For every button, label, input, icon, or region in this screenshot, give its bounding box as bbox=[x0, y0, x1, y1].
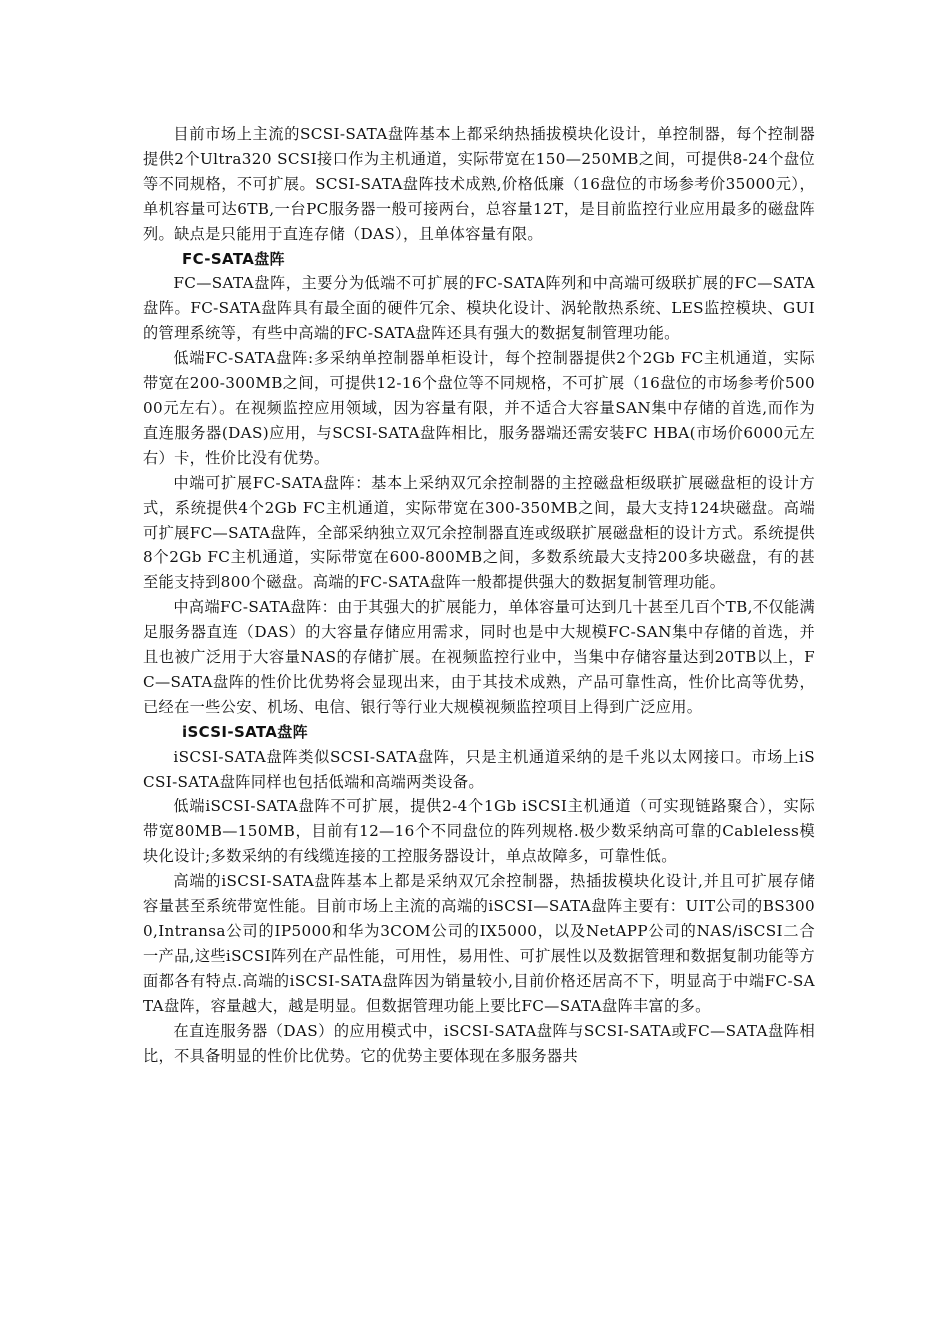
paragraph: 中高端FC-SATA盘阵：由于其强大的扩展能力，单体容量可达到几十甚至几百个TB,不仅能满足服务器直连（DAS）的大容量存储应用需求，同时也是中大规模FC-SAN集中存储的首选，并且也被广泛用于大容量NAS的存储扩展。在视频监控行业中，当集中存储容量达到20TB以上，FC—SATA盘阵的性价比优势将会显现出来，由于其技术成熟，产品可靠性高，性价比高等优势，已经在一些公安、机场、电信、银行等行业大规模视频监控项目上得到广泛应用。 bbox=[143, 598, 815, 716]
paragraph: 低端FC-SATA盘阵:多采纳单控制器单柜设计，每个控制器提供2个2Gb FC主机通道，实际带宽在200-300MB之间，可提供12-16个盘位等不同规格，不可扩展（16盘位的市场参考价50000元左右）。在视频监控应用领域，因为容量有限，并不适合大容量SAN集中存储的首选,而作为直连服务器(DAS)应用，与SCSI-SATA盘阵相比，服务器端还需安装FC HBA(市场价6000元左右）卡，性价比没有优势。 bbox=[143, 349, 815, 467]
paragraph: 高端的iSCSI-SATA盘阵基本上都是采纳双冗余控制器，热插拔模块化设计,并且可扩展存储容量甚至系统带宽性能。目前市场上主流的高端的iSCSI—SATA盘阵主要有：UIT公司的BS3000,Intransa公司的IP5000和华为3COM公司的IX5000，以及NetAPP公司的NAS/iSCSI二合一产品,这些iSCSI阵列在产品性能，可用性，易用性、可扩展性以及数据管理和数据复制功能等方面都各有特点.高端的iSCSI-SATA盘阵因为销量较小,目前价格还居高不下，明显高于中端FC-SATA盘阵，容量越大，越是明显。但数据管理功能上要比FC—SATA盘阵丰富的多。 bbox=[143, 872, 815, 1015]
paragraph: FC—SATA盘阵，主要分为低端不可扩展的FC-SATA阵列和中高端可级联扩展的FC—SATA盘阵。FC-SATA盘阵具有最全面的硬件冗余、模块化设计、涡轮散热系统、LES监控模块、GUI的管理系统等，有些中高端的FC-SATA盘阵还具有强大的数据复制管理功能。 bbox=[143, 274, 815, 343]
paragraph: iSCSI-SATA盘阵类似SCSI-SATA盘阵，只是主机通道采纳的是千兆以太网接口。市场上iSCSI-SATA盘阵同样也包括低端和高端两类设备。 bbox=[143, 747, 815, 791]
section-heading: iSCSI-SATA盘阵 bbox=[182, 722, 308, 741]
paragraph: 中端可扩展FC-SATA盘阵：基本上采纳双冗余控制器的主控磁盘柜级联扩展磁盘柜的设计方式，系统提供4个2Gb FC主机通道，实际带宽在300-350MB之间，最大支持124块磁盘。高端可扩展FC—SATA盘阵，全部采纳独立双冗余控制器直连或级联扩展磁盘柜的设计方式。系统提供8个2Gb FC主机通道，实际带宽在600-800MB之间，多数系统最大支持200多块磁盘，有的甚至能支持到800个磁盘。高端的FC-SATA盘阵一般都提供强大的数据复制管理功能。 bbox=[143, 473, 815, 592]
paragraph: 目前市场上主流的SCSI-SATA盘阵基本上都采纳热插拔模块化设计，单控制器，每个控制器提供2个Ultra320 SCSI接口作为主机通道，实际带宽在150—250MB之间，可提供8-24个盘位等不同规格，不可扩展。SCSI-SATA盘阵技术成熟,价格低廉（16盘位的市场参考价35000元），单机容量可达6TB,一台PC服务器一般可接两台，总容量12T，是目前监控行业应用最多的磁盘阵列。缺点是只能用于直连存储（DAS），且单体容量有限。 bbox=[143, 125, 815, 243]
paragraph: 低端iSCSI-SATA盘阵不可扩展，提供2-4个1Gb iSCSI主机通道（可实现链路聚合），实际带宽80MB—150MB，目前有12—16个不同盘位的阵列规格.极少数采纳高可靠的Cableless模块化设计;多数采纳的有线缆连接的工控服务器设计，单点故障多，可靠性低。 bbox=[143, 797, 815, 866]
paragraph: 在直连服务器（DAS）的应用模式中，iSCSI-SATA盘阵与SCSI-SATA或FC—SATA盘阵相比，不具备明显的性价比优势。它的优势主要体现在多服务器共 bbox=[143, 1021, 815, 1065]
document-page bbox=[143, 122, 815, 1068]
section-heading: FC-SATA盘阵 bbox=[182, 249, 285, 268]
